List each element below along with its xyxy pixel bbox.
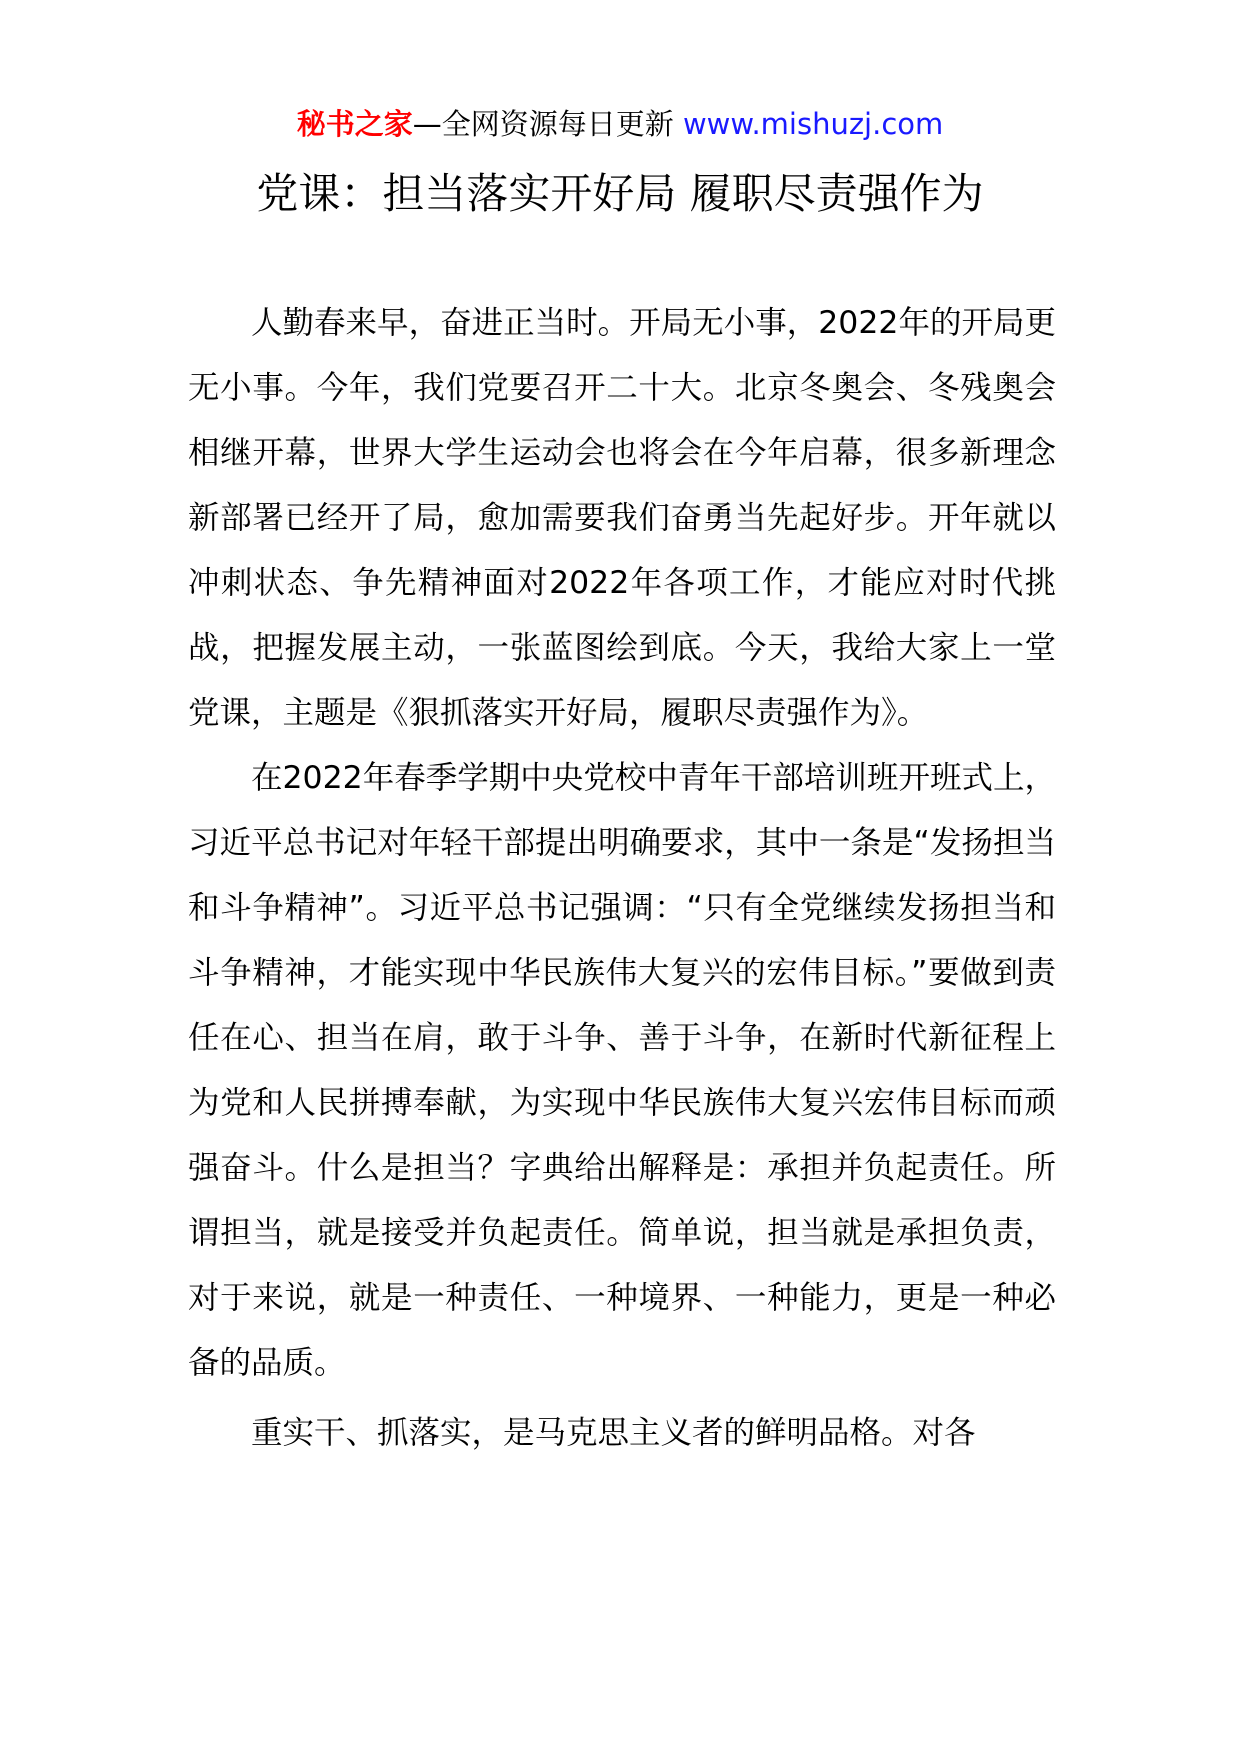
document-body bbox=[188, 291, 1056, 1466]
site-brand: 秘书之家 bbox=[296, 107, 413, 141]
site-url[interactable]: www.mishuzj.com bbox=[682, 107, 944, 141]
paragraph-2: 在2022年春季学期中央党校中青年干部培训班开班式上，习近平总书记对年轻干部提出明确要求，其中一条是“发扬担当和斗争精神”。习近平总书记强调：“只有全党继续发扬担当和斗争精神，才能实现中华民族伟大复兴的宏伟目标。”要做到责任在心、担当在肩，敢于斗争、善于斗争，在新时代新征程上为党和人民拼搏奉献，为实现中华民族伟大复兴宏伟目标而顽强奋斗。什么是担当？字典给出解释是：承担并负起责任。所谓担当，就是接受并负起责任。简单说，担当就是承担负责，对于来说，就是一种责任、一种境界、一种能力，更是一种必备的品质。 bbox=[188, 760, 1056, 1381]
site-tagline: —全网资源每日更新 bbox=[412, 107, 683, 141]
paragraph-3: 重实干、抓落实，是马克思主义者的鲜明品格。对各 bbox=[251, 1415, 976, 1451]
document-title: 党课：担当落实开好局 履职尽责强作为 bbox=[256, 169, 984, 218]
paragraph-1: 人勤春来早，奋进正当时。开局无小事，2022年的开局更无小事。今年，我们党要召开二十大。北京冬奥会、冬残奥会相继开幕，世界大学生运动会也将会在今年启幕，很多新理念新部署已经开了局，愈加需要我们奋勇当先起好步。开年就以冲刺状态、争先精神面对2022年各项工作，才能应对时代挑战，把握发展主动，一张蓝图绘到底。今天，我给大家上一堂党课，主题是《狠抓落实开好局，履职尽责强作为》。 bbox=[188, 305, 1056, 731]
site-header bbox=[0, 104, 1240, 144]
